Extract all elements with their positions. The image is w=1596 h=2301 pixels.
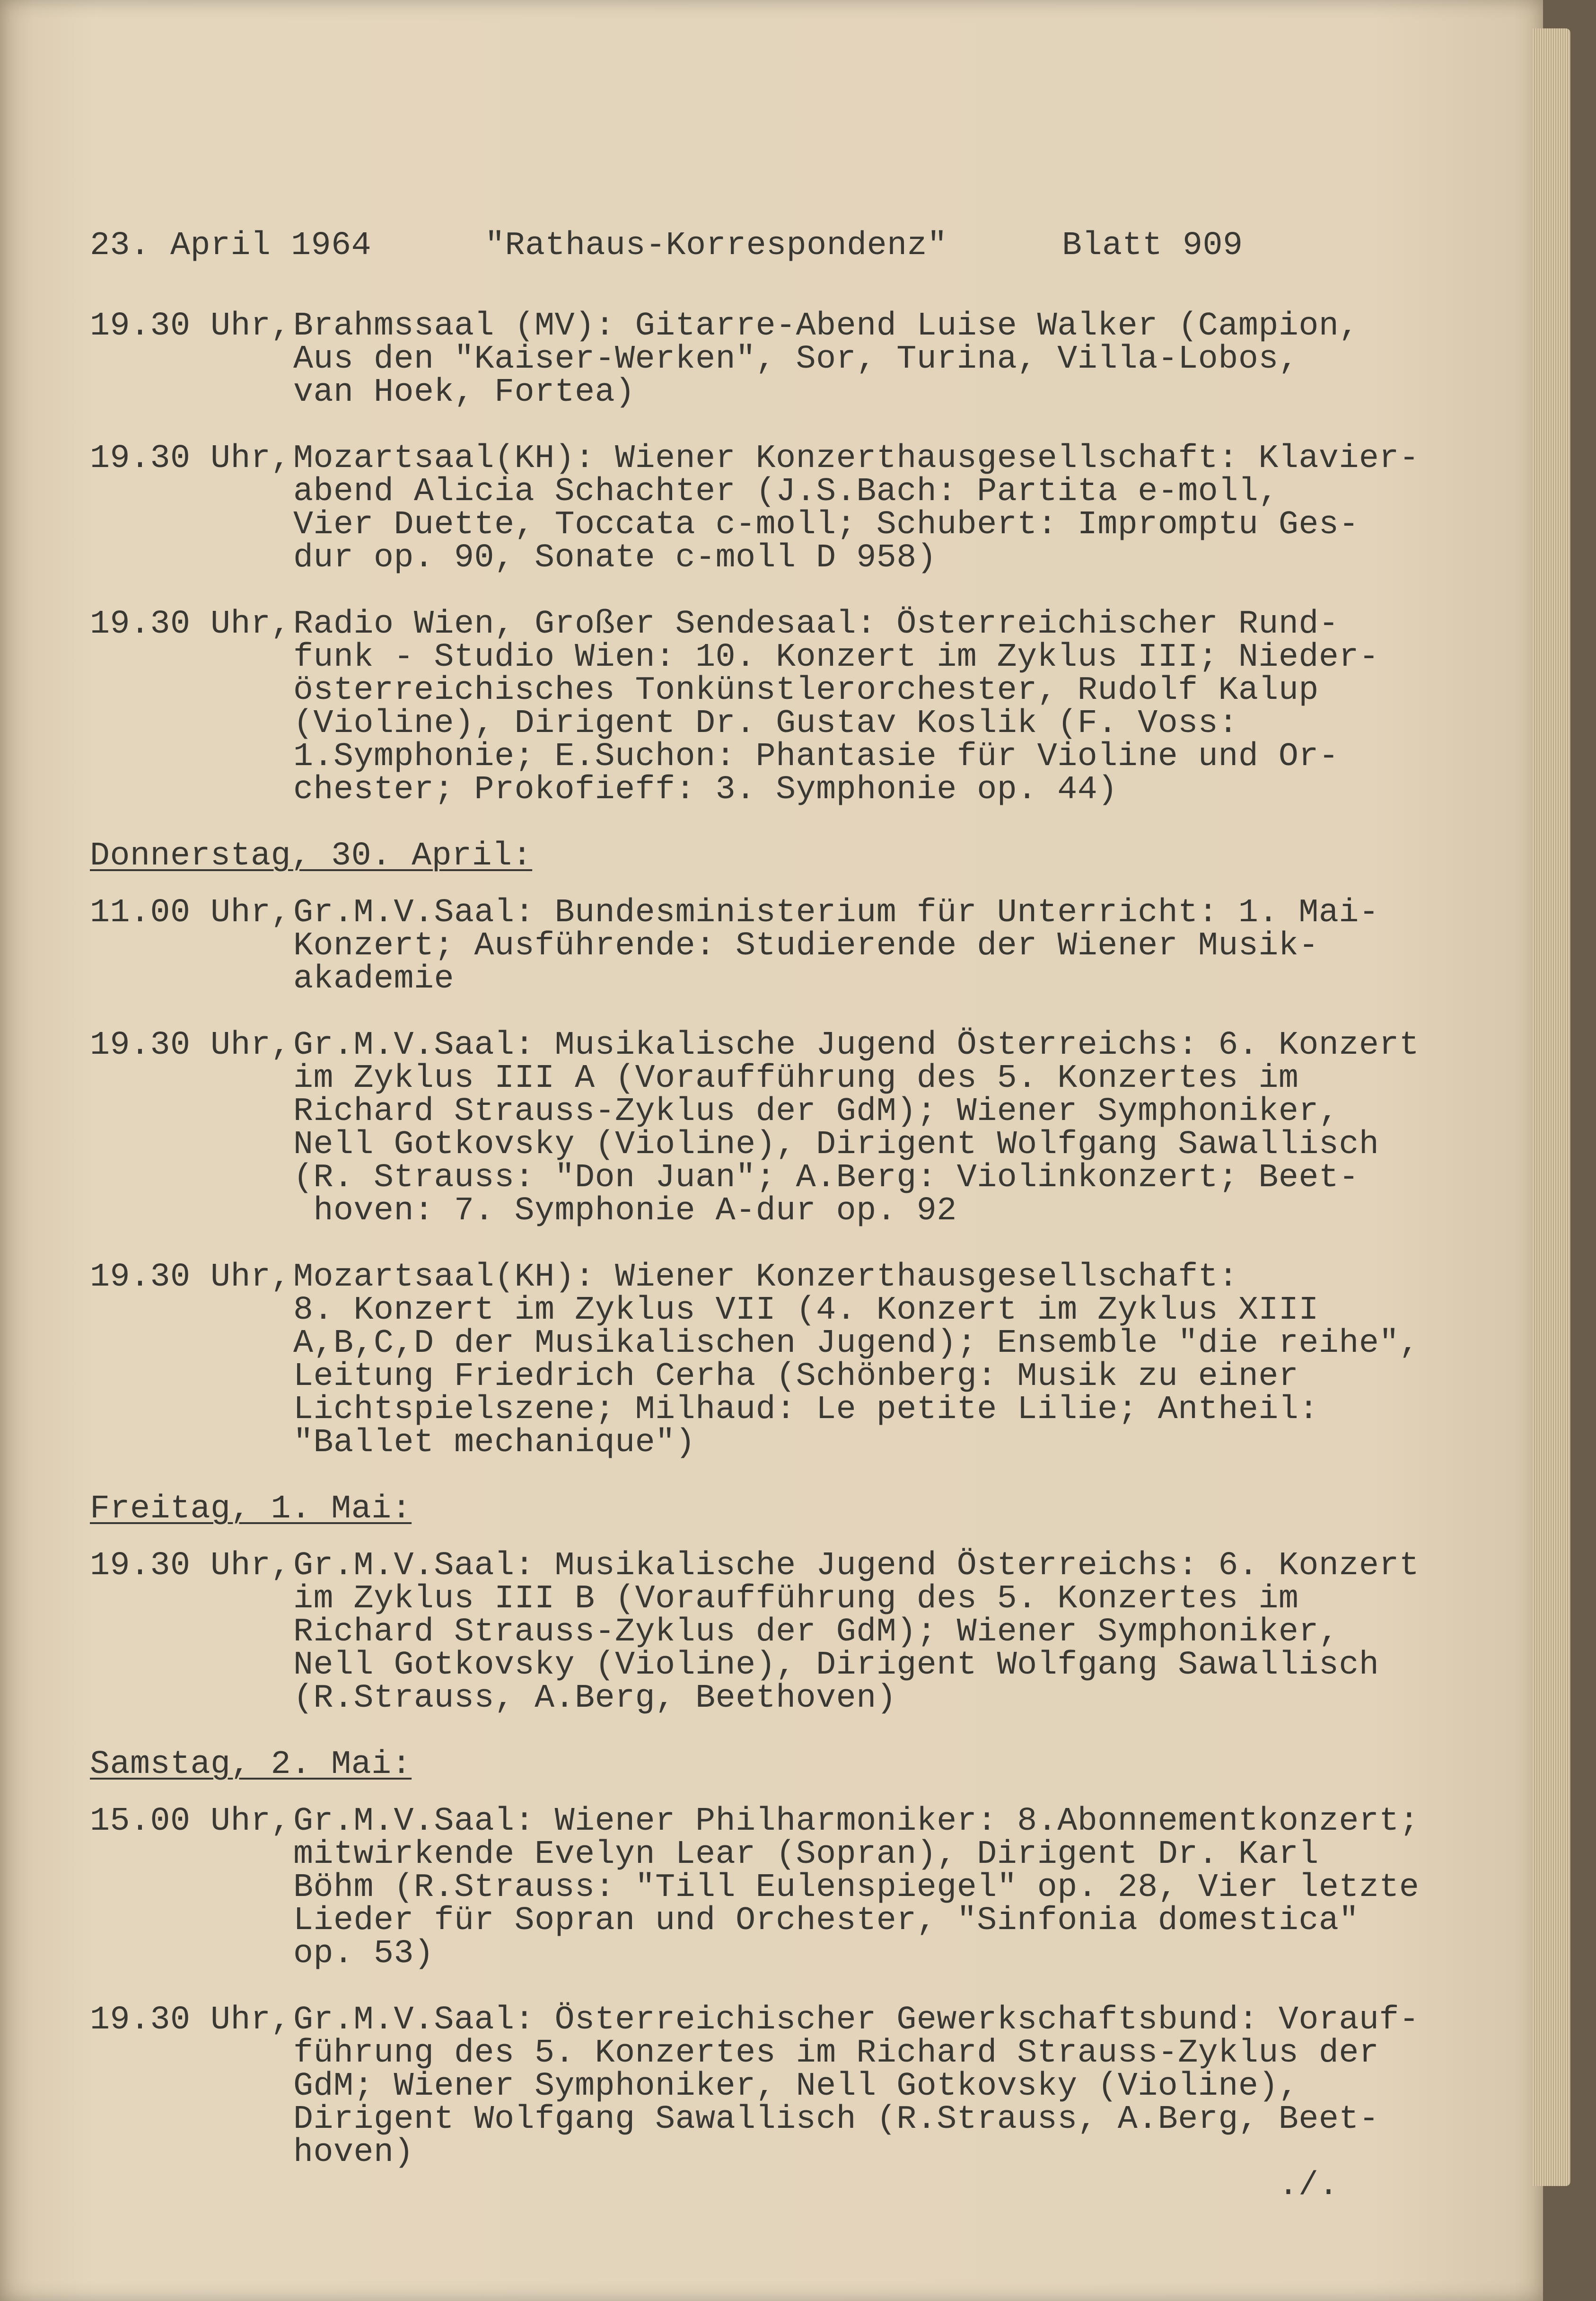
event-description — [293, 2001, 1462, 2171]
event-description-line: im Zyklus III A (Voraufführung des 5. Konzertes im — [293, 1060, 1299, 1097]
event-description-line: Gr.M.V.Saal: Wiener Philharmoniker: 8.Abonnementkonzert; — [293, 1803, 1420, 1840]
event-description-line: 1.Symphonie; E.Suchon: Phantasie für Violine und Or- — [293, 738, 1339, 776]
event-entry — [90, 1547, 1462, 1717]
event-description-line: A,B,C,D der Musikalischen Jugend); Ensemble "die reihe", — [293, 1325, 1420, 1362]
event-description-line: Nell Gotkovsky (Violine), Dirigent Wolfgang Sawallisch — [293, 1126, 1379, 1164]
event-description-line: Konzert; Ausführende: Studierende der Wiener Musik- — [293, 927, 1319, 965]
event-description-line: (R.Strauss, A.Berg, Beethoven) — [293, 1680, 897, 1717]
event-description — [293, 894, 1462, 998]
event-description-line: Gr.M.V.Saal: Musikalische Jugend Österreichs: 6. Konzert — [293, 1027, 1420, 1064]
event-time: 19.30 Uhr, — [90, 1547, 291, 1585]
event-entry — [90, 310, 1462, 409]
page-stack-edge — [1533, 28, 1570, 2186]
event-description-line: Lieder für Sopran und Orchester, "Sinfonia domestica" — [293, 1902, 1359, 1940]
event-time: 15.00 Uhr, — [90, 1803, 291, 1840]
event-description — [293, 442, 1462, 575]
event-description-line: (R. Strauss: "Don Juan"; A.Berg: Violinkonzert; Beet- — [293, 1159, 1359, 1197]
event-description-line: funk - Studio Wien: 10. Konzert im Zyklus III; Nieder- — [293, 639, 1379, 676]
event-entry — [90, 1261, 1462, 1460]
event-description — [293, 1547, 1462, 1717]
header-sheet-number: Blatt 909 — [1062, 227, 1243, 264]
event-entry — [90, 608, 1462, 807]
event-listing — [90, 310, 1462, 2169]
event-description-line: Mozartsaal(KH): Wiener Konzerthausgesellschaft: Klavier- — [293, 440, 1420, 477]
event-description-line: Dirigent Wolfgang Sawallisch (R.Strauss, A.Berg, Beet- — [293, 2101, 1379, 2138]
event-description-line: Brahmssaal (MV): Gitarre-Abend Luise Walker (Campion, — [293, 308, 1359, 345]
event-description-line: 8. Konzert im Zyklus VII (4. Konzert im Zyklus XIII — [293, 1292, 1319, 1329]
event-entry — [90, 1805, 1462, 1971]
event-description-line: Mozartsaal(KH): Wiener Konzerthausgesellschaft: — [293, 1259, 1238, 1296]
event-description-line: "Ballet mechanique") — [293, 1424, 696, 1462]
event-description-line: Lichtspielszene; Milhaud: Le petite Lilie; Antheil: — [293, 1391, 1319, 1428]
event-description-line: Leitung Friedrich Cerha (Schönberg: Musik zu einer — [293, 1358, 1299, 1395]
event-description-line: GdM; Wiener Symphoniker, Nell Gotkovsky (Violine), — [293, 2068, 1299, 2105]
event-time: 19.30 Uhr, — [90, 308, 291, 345]
event-description-line: akademie — [293, 961, 455, 998]
event-description-line: hoven) — [293, 2134, 414, 2171]
event-description-line: dur op. 90, Sonate c-moll D 958) — [293, 539, 937, 577]
event-description-line: im Zyklus III B (Voraufführung des 5. Konzertes im — [293, 1580, 1299, 1618]
header-publication: "Rathaus-Korrespondenz" — [485, 227, 947, 264]
event-description-line: Richard Strauss-Zyklus der GdM); Wiener Symphoniker, — [293, 1093, 1339, 1130]
event-description-line: Vier Duette, Toccata c-moll; Schubert: Impromptu Ges- — [293, 506, 1359, 544]
event-description-line: van Hoek, Fortea) — [293, 374, 635, 411]
event-description-line: führung des 5. Konzertes im Richard Strauss-Zyklus der — [293, 2035, 1379, 2072]
day-heading: Donnerstag, 30. April: — [90, 838, 533, 875]
event-description-line: op. 53) — [293, 1935, 434, 1973]
event-time: 19.30 Uhr, — [90, 2001, 291, 2039]
event-entry — [90, 1029, 1462, 1228]
event-description-line: österreichisches Tonkünstlerorchester, Rudolf Kalup — [293, 672, 1319, 709]
event-description-line: Richard Strauss-Zyklus der GdM); Wiener Symphoniker, — [293, 1613, 1339, 1651]
event-description — [293, 1261, 1462, 1460]
event-description-line: Gr.M.V.Saal: Musikalische Jugend Österreichs: 6. Konzert — [293, 1547, 1420, 1585]
event-time: 11.00 Uhr, — [90, 894, 291, 932]
event-description-line: Radio Wien, Großer Sendesaal: Österreichischer Rund- — [293, 606, 1339, 643]
event-description-line: Nell Gotkovsky (Violine), Dirigent Wolfgang Sawallisch — [293, 1647, 1379, 1684]
event-description-line: Böhm (R.Strauss: "Till Eulenspiegel" op. 28, Vier letzte — [293, 1869, 1420, 1906]
event-entry — [90, 442, 1462, 575]
event-description — [293, 1805, 1462, 1971]
header-date: 23. April 1964 — [90, 227, 372, 264]
event-description-line: Gr.M.V.Saal: Österreichischer Gewerkschaftsbund: Vorauf- — [293, 2001, 1420, 2039]
event-description-line: Aus den "Kaiser-Werken", Sor, Turina, Villa-Lobos, — [293, 341, 1299, 378]
event-description — [293, 608, 1462, 807]
event-time: 19.30 Uhr, — [90, 440, 291, 477]
event-entry — [90, 2001, 1462, 2171]
event-entry — [90, 894, 1462, 998]
event-description-line: (Violine), Dirigent Dr. Gustav Koslik (F. Voss: — [293, 705, 1238, 742]
event-description-line: chester; Prokofieff: 3. Symphonie op. 44) — [293, 771, 1118, 809]
event-description-line: mitwirkende Evelyn Lear (Sopran), Dirigent Dr. Karl — [293, 1836, 1319, 1873]
event-description-line: hoven: 7. Symphonie A-dur op. 92 — [293, 1192, 957, 1230]
event-time: 19.30 Uhr, — [90, 1259, 291, 1296]
event-description-line: abend Alicia Schachter (J.S.Bach: Partita e-moll, — [293, 473, 1279, 511]
document-text — [90, 215, 1462, 2203]
day-heading: Freitag, 1. Mai: — [90, 1490, 412, 1528]
page-header — [90, 215, 1462, 310]
event-description-line: Gr.M.V.Saal: Bundesministerium für Unterricht: 1. Mai- — [293, 894, 1379, 932]
event-time: 19.30 Uhr, — [90, 1027, 291, 1064]
day-heading: Samstag, 2. Mai: — [90, 1746, 412, 1783]
event-description — [293, 310, 1462, 409]
event-time: 19.30 Uhr, — [90, 606, 291, 643]
event-description — [293, 1029, 1462, 1228]
continuation-mark: ./. — [1278, 2167, 1339, 2204]
